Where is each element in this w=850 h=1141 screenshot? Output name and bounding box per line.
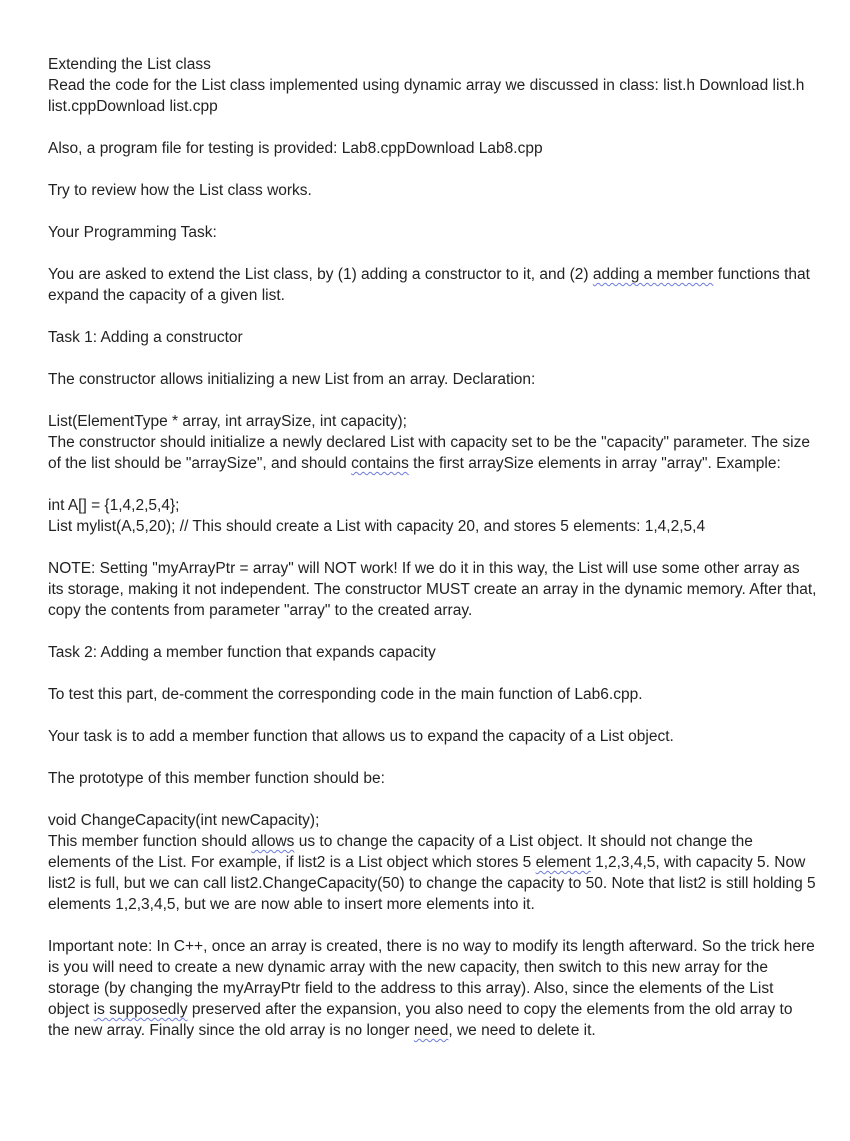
constructor-declaration: List(ElementType * array, int arraySize, int capacity); — [48, 413, 407, 430]
spacer — [48, 201, 818, 222]
task2-goal-paragraph: Your task is to add a member function that allows us to expand the capacity of a List object. — [48, 728, 674, 745]
spacer — [48, 390, 818, 411]
spacer — [48, 159, 818, 180]
prototype-label: The prototype of this member function should be: — [48, 770, 385, 787]
task-heading: Your Programming Task: — [48, 224, 217, 241]
spacer — [48, 537, 818, 558]
important-note-text: , we need to delete it. — [448, 1022, 596, 1039]
grammar-flag[interactable]: is supposedly — [93, 1001, 188, 1018]
task1-note: NOTE: Setting "myArrayPtr = array" will NOT work! If we do it in this way, the List will use some other array as its storage, making it not independent. The constructor MUST create an array in the dynamic memory. After that, copy the contents from parameter "array" to the created array. — [48, 560, 821, 619]
spacer — [48, 789, 818, 810]
example-code-line: List mylist(A,5,20); // This should create a List with capacity 20, and stores 5 elements: 1,4,2,5,4 — [48, 518, 706, 535]
spacer — [48, 747, 818, 768]
task2-paragraph-text: 1,2,3,4,5, with capacity 5. Now list2 is full, but we can call list2.ChangeCapacity(50) to change the capacity to 50. Note that list2 is still holding 5 elements 1,2,3,4,5, but we are now able to insert more elements into it. — [48, 854, 820, 913]
important-note — [48, 936, 818, 1041]
document-body — [48, 54, 821, 1041]
spacer — [48, 348, 818, 369]
testing-file-paragraph: Also, a program file for testing is provided: Lab8.cppDownload Lab8.cpp — [48, 140, 543, 157]
important-note-text: preserved after the expansion, you also need to copy the elements from the old array to the new array. Finally since the old array is no longer — [48, 1001, 797, 1039]
spacer — [48, 915, 818, 936]
task2-heading: Task 2: Adding a member function that expands capacity — [48, 644, 436, 661]
grammar-flag[interactable]: adding a member — [592, 266, 714, 283]
example-code-line: int A[] = {1,4,2,5,4}; — [48, 497, 180, 514]
task1-description: The constructor allows initializing a new List from an array. Declaration: — [48, 371, 536, 388]
spacer — [48, 243, 818, 264]
prototype-declaration: void ChangeCapacity(int newCapacity); — [48, 812, 320, 829]
task-description-text: You are asked to extend the List class, by (1) adding a constructor to it, and (2) — [48, 266, 593, 283]
spacer — [48, 474, 818, 495]
task2-paragraph — [48, 831, 818, 915]
spacer — [48, 306, 818, 327]
task-description-text: functions that expand the capacity of a given list. — [48, 266, 815, 304]
task1-paragraph — [48, 432, 818, 474]
important-note-text: Important note: In C++, once an array is created, there is no way to modify its length afterward. So the trick here is you will need to create a new dynamic array with the new capacity, then switch to this new array for the storage (by changing the myArrayPtr field to the address to this array). Also, since the elements of the List object — [48, 938, 820, 1018]
task2-test-paragraph: To test this part, de-comment the corresponding code in the main function of Lab6.cpp. — [48, 686, 643, 703]
grammar-flag[interactable]: contains — [351, 455, 409, 472]
spacer — [48, 621, 818, 642]
doc-title: Extending the List class — [48, 56, 211, 73]
task2-paragraph-text: This member function should — [48, 833, 252, 850]
grammar-flag[interactable]: need — [413, 1022, 449, 1039]
task1-heading: Task 1: Adding a constructor — [48, 329, 243, 346]
spacer — [48, 705, 818, 726]
task1-paragraph-text: the first arraySize elements in array "array". Example: — [408, 455, 781, 472]
review-paragraph: Try to review how the List class works. — [48, 182, 312, 199]
task1-paragraph-text: The constructor should initialize a newly declared List with capacity set to be the "capacity" parameter. The size of the list should be "arraySize", and should — [48, 434, 815, 472]
grammar-flag[interactable]: element — [535, 854, 591, 871]
spacer — [48, 117, 818, 138]
task2-paragraph-text: us to change the capacity of a List object. It should not change the elements of the List. For example, if list2 is a List object which stores 5 — [48, 833, 758, 871]
task-description — [48, 264, 818, 306]
grammar-flag[interactable]: allows — [251, 833, 295, 850]
spacer — [48, 663, 818, 684]
intro-paragraph: Read the code for the List class implemented using dynamic array we discussed in class: list.h Download list.h list.cppDownload list.cpp — [48, 77, 809, 115]
